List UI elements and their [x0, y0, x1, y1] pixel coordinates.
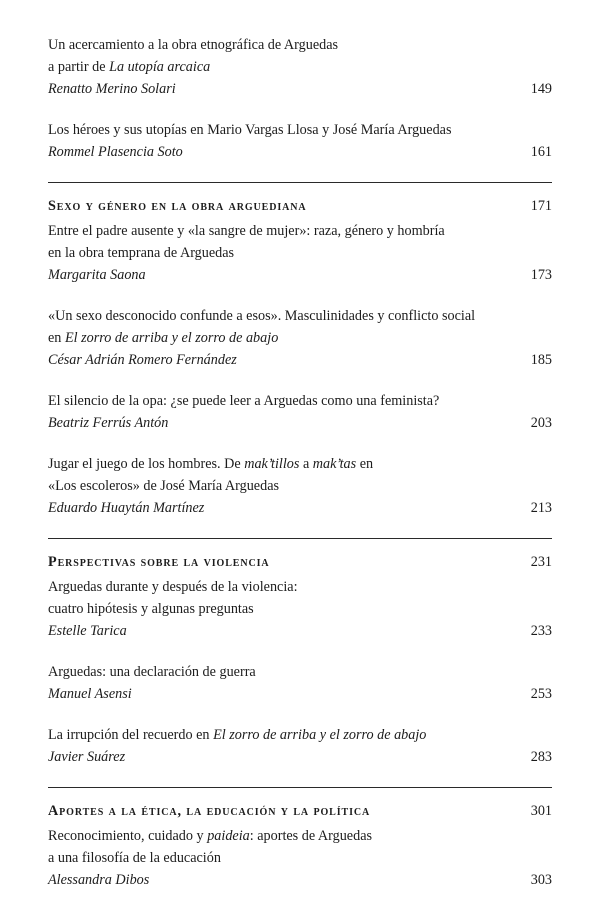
italic-title-segment: paideia	[207, 828, 250, 844]
toc-entry	[48, 661, 552, 705]
entry-author: Eduardo Huaytán Martínez	[48, 500, 205, 516]
section-page-number: 171	[530, 198, 552, 214]
entry-title-line	[48, 305, 552, 327]
entry-page-number: 173	[530, 267, 552, 283]
entry-title-line	[48, 119, 552, 141]
toc-entry	[48, 825, 552, 891]
entry-author: Margarita Saona	[48, 267, 146, 283]
section-heading	[48, 538, 552, 573]
entry-page-number: 283	[530, 749, 552, 765]
italic-title-segment: La utopía arcaica	[109, 59, 211, 75]
entry-title-line	[48, 825, 552, 847]
entry-page-number: 233	[530, 623, 552, 639]
entry-author: Estelle Tarica	[48, 623, 127, 639]
entry-title-line	[48, 598, 552, 620]
entry-author: Beatriz Ferrús Antón	[48, 415, 169, 431]
toc-entry	[48, 34, 552, 100]
entry-page-number: 203	[530, 415, 552, 431]
italic-title-segment: El zorro de arriba y el zorro de abajo	[213, 727, 427, 743]
toc-entry	[48, 305, 552, 371]
entry-title-line	[48, 242, 552, 264]
entry-title-line	[48, 453, 552, 475]
entry-author: Alessandra Dibos	[48, 872, 150, 888]
entry-title-line	[48, 576, 552, 598]
entry-author: Renatto Merino Solari	[48, 81, 176, 97]
title-segment: en la obra temprana de Arguedas	[48, 245, 235, 261]
title-segment: Los héroes y sus utopías en Mario Vargas Llosa y José María Arguedas	[48, 122, 452, 138]
title-segment: Reconocimiento, cuidado y	[48, 828, 208, 844]
italic-title-segment: mak’tillos	[244, 456, 300, 472]
section-title: Sexo y género en la obra arguediana	[48, 198, 307, 214]
toc-entry	[48, 576, 552, 642]
entry-author: Javier Suárez	[48, 749, 126, 765]
section-heading	[48, 787, 552, 822]
section-title: Perspectivas sobre la violencia	[48, 554, 270, 570]
title-segment: Arguedas durante y después de la violencia:	[48, 579, 298, 595]
toc-entry	[48, 390, 552, 434]
entry-page-number: 185	[530, 352, 552, 368]
toc-entry	[48, 220, 552, 286]
title-segment: a	[299, 456, 313, 472]
italic-title-segment: El zorro de arriba y el zorro de abajo	[64, 330, 279, 346]
entry-author: Manuel Asensi	[48, 686, 132, 702]
title-segment: : aportes de Arguedas	[249, 828, 373, 844]
title-segment: en	[356, 456, 374, 472]
title-segment: cuatro hipótesis y algunas preguntas	[48, 601, 254, 617]
entry-page-number: 149	[530, 81, 552, 97]
section-title: Aportes a la ética, la educación y la política	[48, 803, 371, 819]
entry-page-number: 303	[530, 872, 552, 888]
entry-title-line	[48, 390, 552, 412]
title-segment: Jugar el juego de los hombres. De	[48, 456, 245, 472]
italic-title-segment: mak’tas	[312, 456, 357, 472]
section-page-number: 301	[530, 803, 552, 819]
entry-title-line	[48, 34, 552, 56]
entry-title-line	[48, 661, 552, 683]
title-segment: La irrupción del recuerdo en	[48, 727, 214, 743]
entry-author: César Adrián Romero Fernández	[48, 352, 237, 368]
title-segment: a una filosofía de la educación	[48, 850, 221, 866]
entry-title-line	[48, 327, 552, 349]
entry-page-number: 161	[530, 144, 552, 160]
title-segment: «Un sexo desconocido confunde a esos». Masculinidades y conflicto social	[48, 308, 476, 324]
title-segment: en	[48, 330, 65, 346]
title-segment: Un acercamiento a la obra etnográfica de Arguedas	[48, 37, 339, 53]
entry-title-line	[48, 56, 552, 78]
entry-title-line	[48, 724, 552, 746]
table-of-contents	[48, 34, 552, 910]
title-segment: a partir de	[48, 59, 110, 75]
section-page-number: 231	[530, 554, 552, 570]
entry-title-line	[48, 220, 552, 242]
toc-entry	[48, 724, 552, 768]
title-segment: El silencio de la opa: ¿se puede leer a Arguedas como una feminista?	[48, 393, 440, 409]
title-segment: Arguedas: una declaración de guerra	[48, 664, 256, 680]
entry-page-number: 253	[530, 686, 552, 702]
title-segment: Entre el padre ausente y «la sangre de mujer»: raza, género y hombría	[48, 223, 445, 239]
entry-author: Rommel Plasencia Soto	[48, 144, 183, 160]
toc-entry	[48, 453, 552, 519]
section-heading	[48, 182, 552, 217]
entry-page-number: 213	[530, 500, 552, 516]
entry-title-line	[48, 475, 552, 497]
toc-entry	[48, 119, 552, 163]
title-segment: «Los escoleros» de José María Arguedas	[48, 478, 280, 494]
entry-title-line	[48, 847, 552, 869]
